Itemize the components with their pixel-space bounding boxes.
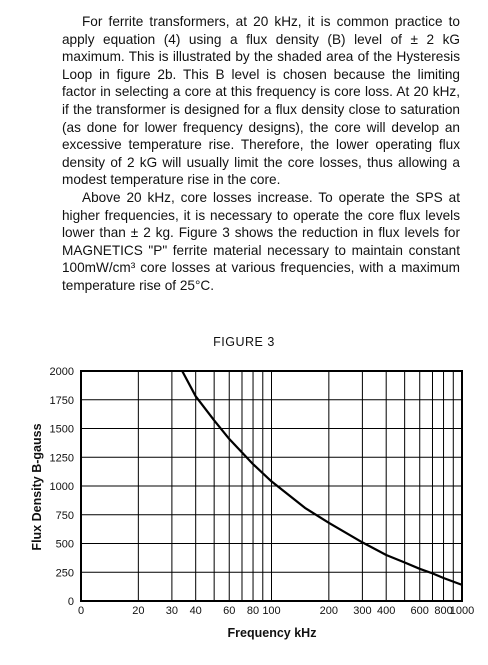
y-tick-label: 1500 xyxy=(49,423,74,436)
figure-title: FIGURE 3 xyxy=(213,335,275,349)
x-tick-label: 0 xyxy=(77,605,85,617)
x-tick-label: 20 xyxy=(132,605,145,617)
x-tick-label: 40 xyxy=(189,605,202,617)
y-tick-label: 750 xyxy=(55,509,74,522)
x-tick-label: 80 xyxy=(246,605,260,617)
y-tick-label: 1250 xyxy=(49,452,74,465)
x-tick-label: 200 xyxy=(319,605,339,617)
y-axis-label: Flux Density B-gauss xyxy=(30,423,44,551)
y-tick-label: 1750 xyxy=(49,394,74,407)
paragraph-1: For ferrite transformers, at 20 kHz, it is common practice to apply equation (4) using a flux density (B) level of ± 2 kG maximum. This is illustrated by the shaded area of the Hysteresis Loop in figure 2b. This B level is chosen because the limiting factor in selecting a core at this frequency is core loss. At 20 kHz, if the transformer is designed for a flux density close to saturation (as done for lower frequency designs), the core will develop an excessive temperature rise. Therefore, the lower operating flux density of 2 kG will usually limit the core losses, thus allowing a modest temperature rise in the core. xyxy=(62,14,460,188)
y-tick-label: 250 xyxy=(55,567,74,580)
x-tick-label: 100 xyxy=(262,605,281,617)
x-tick-label: 1000 xyxy=(449,605,475,617)
y-tick-label: 2000 xyxy=(49,366,74,378)
x-tick-label: 30 xyxy=(165,605,179,617)
y-tick-label: 0 xyxy=(67,596,74,608)
x-tick-label: 800 xyxy=(434,605,453,617)
y-tick-label: 1000 xyxy=(49,481,74,493)
x-tick-label: 600 xyxy=(410,605,429,617)
x-axis-label: Frequency kHz xyxy=(227,626,317,640)
x-tick-labels xyxy=(78,605,474,617)
paragraph-2: Above 20 kHz, core losses increase. To operate the SPS at higher frequencies, it is necessary to operate the core flux levels lower than ± 2 kg. Figure 3 shows the reduction in flux levels for MAGNETICS "P" ferrite material necessary to maintain constant 100mW/cm³ core losses at various frequencies, with a maximum temperature rise of 25°C. xyxy=(62,189,460,293)
y-tick-labels xyxy=(50,366,74,608)
y-tick-label: 500 xyxy=(55,538,74,551)
grid-lines xyxy=(81,371,462,601)
x-tick-label: 60 xyxy=(223,605,236,617)
x-tick-label: 300 xyxy=(353,605,372,617)
x-tick-label: 400 xyxy=(377,605,396,617)
